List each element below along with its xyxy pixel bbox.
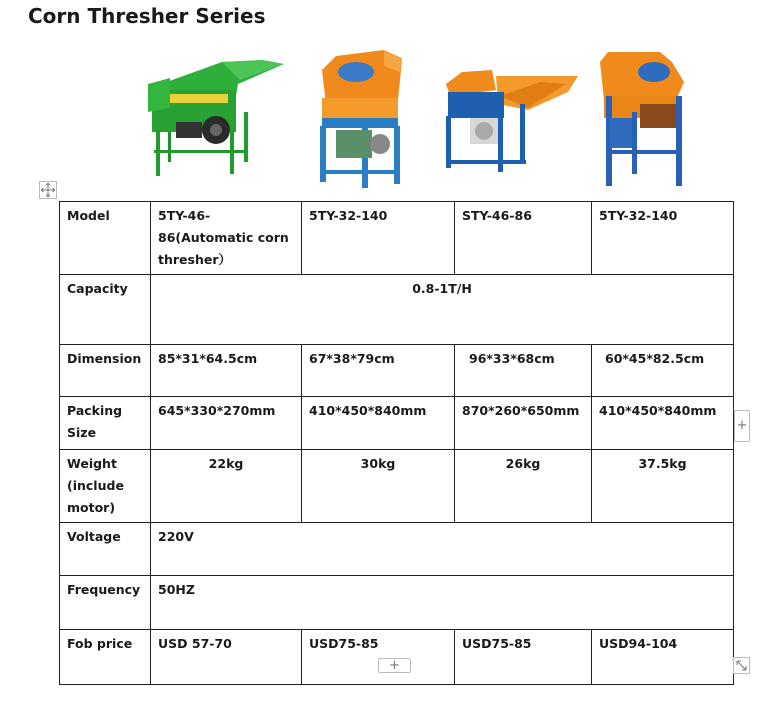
frequency-cell: 50HZ — [151, 576, 734, 630]
model-cell: 5TY-32-140 — [592, 202, 734, 275]
row-label-voltage: Voltage — [60, 523, 151, 576]
voltage-cell: 220V — [151, 523, 734, 576]
model-cell: 5TY-46-86(Automatic corn thresher） — [151, 202, 302, 275]
move-icon — [40, 182, 56, 198]
row-label-model: Model — [60, 202, 151, 275]
fob-price-cell: USD75-85 — [455, 630, 592, 685]
row-label-weight — [60, 450, 151, 523]
table-row — [60, 397, 734, 450]
label-line: Weight — [67, 456, 117, 471]
table-resize-handle[interactable] — [733, 657, 750, 674]
dimension-cell: 67*38*79cm — [302, 345, 455, 397]
weight-cell: 22kg — [151, 450, 302, 523]
dimension-cell: 85*31*64.5cm — [151, 345, 302, 397]
row-label-fob-price: Fob price — [60, 630, 151, 685]
packing-cell: 410*450*840mm — [592, 397, 734, 450]
fob-price-cell: USD75-85 — [302, 630, 455, 685]
resize-icon — [734, 658, 749, 673]
capacity-cell: 0.8-1T/H — [151, 275, 734, 345]
table-row — [60, 345, 734, 397]
model-cell: STY-46-86 — [455, 202, 592, 275]
packing-cell: 870*260*650mm — [455, 397, 592, 450]
packing-cell: 410*450*840mm — [302, 397, 455, 450]
table-row — [60, 275, 734, 345]
weight-cell: 26kg — [455, 450, 592, 523]
weight-cell: 30kg — [302, 450, 455, 523]
label-line: motor) — [67, 500, 116, 515]
spec-table — [59, 201, 734, 685]
row-label-packing-size — [60, 397, 151, 450]
dimension-cell: 60*45*82.5cm — [592, 345, 734, 397]
dimension-cell: 96*33*68cm — [455, 345, 592, 397]
product-photos — [0, 0, 769, 200]
row-label-capacity: Capacity — [60, 275, 151, 345]
add-column-button[interactable]: + — [734, 410, 750, 442]
green-thresher-photo — [148, 60, 284, 176]
weight-cell: 37.5kg — [592, 450, 734, 523]
label-line: (include — [67, 478, 124, 493]
model-cell: 5TY-32-140 — [302, 202, 455, 275]
orange-blue-thresher-photo-1 — [320, 50, 402, 188]
orange-blue-thresher-photo-2 — [600, 52, 684, 186]
packing-cell: 645*330*270mm — [151, 397, 302, 450]
table-row — [60, 523, 734, 576]
row-label-frequency: Frequency — [60, 576, 151, 630]
table-row — [60, 450, 734, 523]
table-row — [60, 630, 734, 685]
table-move-handle[interactable] — [39, 181, 57, 199]
label-line: Packing — [67, 403, 123, 418]
page-title: Corn Thresher Series — [28, 4, 266, 28]
fob-price-cell: USD 57-70 — [151, 630, 302, 685]
blue-orange-thresher-photo — [446, 70, 578, 172]
table-row — [60, 202, 734, 275]
add-row-button[interactable]: + — [378, 658, 411, 673]
fob-price-cell: USD94-104 — [592, 630, 734, 685]
row-label-dimension: Dimension — [60, 345, 151, 397]
table-row — [60, 576, 734, 630]
label-line: Size — [67, 425, 97, 440]
